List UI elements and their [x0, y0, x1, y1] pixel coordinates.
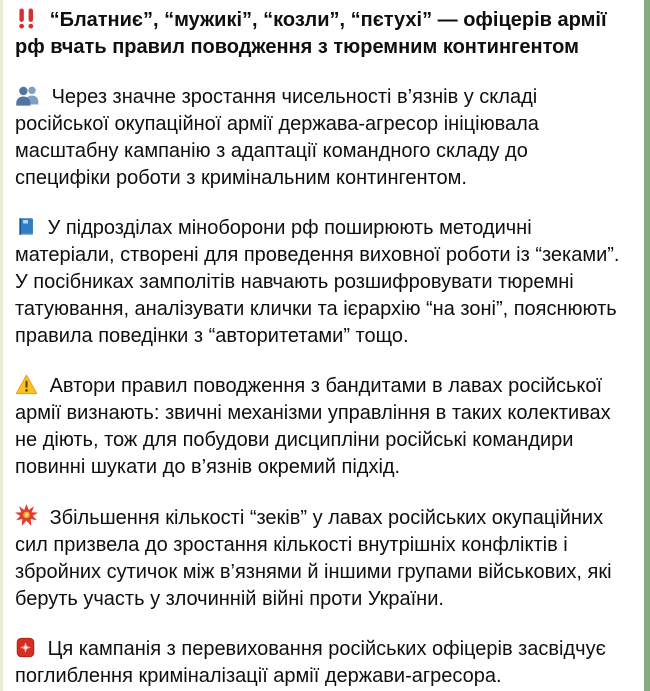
message-bubble	[3, 0, 644, 691]
blue-book-icon	[15, 216, 36, 237]
collision-icon	[15, 504, 38, 527]
chat-background-right-edge	[644, 0, 650, 691]
paragraph-text: Через значне зростання чисельності в’язнів у складі російської окупаційної армії держава-агресор ініціювала масштабну кампанію з адаптації командного складу до специфіки роботи з кримінальним контингентом.	[15, 86, 539, 189]
busts-in-silhouette-icon	[15, 85, 40, 106]
message-title-text: “Блатниє”, “мужикі”, “козли”, “пєтухі” — офіцерів армії рф вчать правил поводження з тюремним контингентом	[15, 9, 607, 58]
message-paragraph	[15, 84, 626, 192]
paragraph-text: Ця кампанія з перевиховання російських офіцерів засвідчує поглиблення криміналізації армії держави-агресора.	[15, 638, 606, 687]
message-paragraph	[15, 373, 626, 481]
police-light-icon	[15, 637, 36, 658]
warning-icon	[15, 374, 38, 395]
message-paragraph	[15, 504, 626, 613]
paragraph-text: Збільшення кількості “зеків” у лавах російських окупаційних сил призвела до зростання кількості внутрішніх конфліктів і збройних сутичок між в’язнями й іншими групами військових, які беруть участь у злочинній війні проти України.	[15, 507, 612, 610]
message-paragraph	[15, 215, 626, 350]
message-paragraph	[15, 636, 626, 690]
double-exclamation-icon	[15, 8, 38, 29]
paragraph-text: Автори правил поводження з бандитами в лавах російської армії визнають: звичні механізми управління в таких колективах не діють, тож для побудови дисципліни російські командири повинні шукати до в’язнів окремий підхід.	[15, 375, 611, 478]
message-title	[15, 7, 626, 61]
paragraph-text: У підрозділах міноборони рф поширюють методичні матеріали, створені для проведення виховної роботи із “зеками”. У посібниках замполітів навчають розшифровувати тюремні татуювання, аналізувати клички та ієрархію “на зоні”, пояснюють правила поведінки з “авторитетами” тощо.	[15, 217, 620, 347]
